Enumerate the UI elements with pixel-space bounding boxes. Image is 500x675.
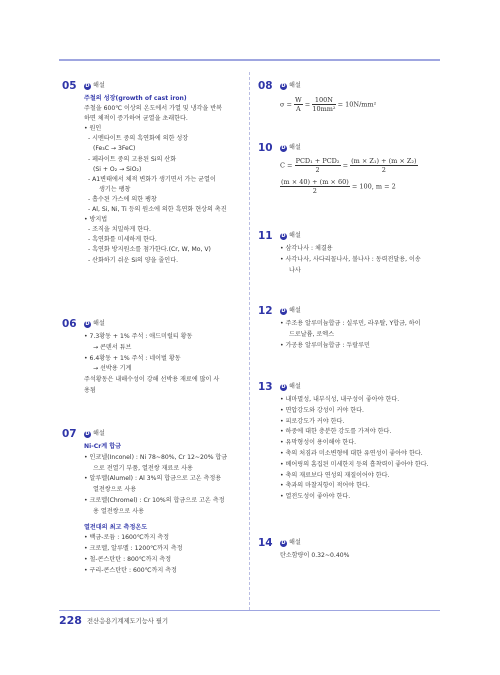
text-line: → 선박용 기계: [93, 365, 132, 373]
text-line: - 흡수된 가스에 의한 팽창: [88, 195, 157, 203]
text-line: • 삼각나사 : 체결용: [280, 245, 333, 252]
text-line: • 축의 처짐과 미소변형에 대한 유연성이 좋아야 한다.: [280, 449, 423, 457]
text-line: • 베어링의 흠집된 미세한지 등의 흡착력이 좋아야 한다.: [280, 460, 429, 468]
book-title: 전산응용기계제도기능사 필기: [86, 618, 169, 625]
text-line: • 6.4황동 + 1% 주석 : 네이벌 황동: [84, 354, 181, 362]
text-line: • 면압강도와 강성이 커야 한다.: [280, 406, 364, 414]
text-line: • 크로멜(Chromel) : Cr 10%의 합금으로 고온 측정: [84, 496, 225, 504]
explanation-badge-icon: D: [281, 539, 286, 546]
explanation-heading: 해설: [93, 429, 105, 437]
text-line: • 방지법: [84, 216, 108, 224]
question-number: 10: [258, 141, 273, 154]
answer-12: [258, 305, 440, 351]
text-line: - 페라이트 중의 고용된 Si의 산화: [88, 155, 177, 163]
explanation-heading: 해설: [289, 306, 301, 314]
denominator: 2: [315, 166, 320, 174]
explanation-heading: 해설: [289, 382, 301, 390]
numerator: (m × Z₁) + (m × Z₂): [351, 157, 417, 165]
question-number: 07: [62, 427, 77, 440]
text-line: • 크로멜, 알루멜 : 1200℃까지 측정: [84, 545, 183, 553]
explanation-badge-icon: D: [281, 232, 286, 239]
text-line: 주석황동은 내해수성이 강해 선박용 재료에 많이 사: [84, 376, 220, 384]
question-number: 11: [258, 229, 273, 242]
text-line: 탄소함량이 0.32~0.40%: [280, 552, 350, 559]
formula-term: =: [304, 100, 311, 109]
text-line: • 원인: [84, 125, 102, 133]
explanation-heading: 해설: [289, 231, 301, 239]
answer-08: [258, 80, 440, 113]
question-number: 08: [258, 79, 273, 92]
text-line: • 구리-콘스탄탄 : 600℃까지 측정: [84, 566, 177, 574]
answer-10: [258, 142, 440, 195]
text-line: - 흑연화 방지원소를 첨가한다.(Cr, W, Mo, V): [88, 246, 211, 254]
formula-term: C =: [280, 161, 293, 170]
text-line: 용됨: [84, 386, 96, 394]
numerator: 100N: [312, 96, 335, 105]
question-number: 13: [258, 380, 273, 393]
question-number: 06: [62, 317, 77, 330]
text-line: - 시멘타이트 중의 흑연화에 의한 성장: [88, 135, 189, 143]
formula-term: = 10N/mm²: [337, 100, 377, 109]
subheading: 열전대의 최고 측정온도: [84, 523, 148, 531]
text-line: - 산화하기 쉬운 Si의 양을 줄인다.: [88, 256, 179, 264]
text-line: 나사: [289, 266, 301, 274]
answer-06: [62, 318, 246, 397]
answer-07: [62, 428, 246, 577]
page-number: 228: [59, 614, 82, 627]
explanation-heading: 해설: [93, 319, 105, 327]
text-line: • 유막형성이 용이해야 한다.: [280, 439, 357, 447]
question-number: 14: [258, 536, 273, 549]
numerator: PCD₁ + PCD₂: [295, 157, 340, 165]
text-line: • 철-콘스탄탄 : 800℃까지 측정: [84, 555, 172, 563]
question-number: 12: [258, 304, 273, 317]
text-line: → 콘덴서 튜브: [93, 343, 132, 351]
text-line: • 열전도성이 좋아야 한다.: [280, 493, 351, 501]
explanation-badge-icon: D: [85, 82, 90, 89]
answer-13: [258, 381, 440, 503]
explanation-badge-icon: D: [281, 307, 286, 314]
text-line: • 주조용 알루미늄합금 : 실루민, 라우탈, Y합금, 하이: [280, 320, 421, 327]
column-divider: [249, 72, 251, 610]
text-line: • 가공용 알루미늄합금 : 두랄루민: [280, 341, 370, 349]
text-line: 드로날륨, 로엑스: [289, 330, 335, 338]
text-line: • 피로강도가 커야 한다.: [280, 417, 345, 425]
text-line: - 흑연화를 미세하게 한다.: [88, 236, 157, 244]
formula-term: σ =: [280, 100, 292, 109]
text-line: • 사각나사, 사다리꼴나사, 볼나사 : 동력전달용, 이송: [280, 255, 421, 263]
explanation-badge-icon: D: [85, 430, 90, 437]
distance-formula: [280, 157, 440, 195]
formula-term: =: [342, 161, 349, 170]
numerator: W: [295, 96, 302, 104]
text-line: - 조직을 치밀하게 한다.: [88, 226, 151, 234]
stress-formula: [280, 96, 440, 113]
text-line: 열전쌍으로 사용: [93, 486, 137, 494]
answer-14: [258, 537, 440, 562]
text-line: - A1변태에서 체적 변화가 생기면서 가는 균열이: [88, 175, 216, 183]
explanation-heading: 해설: [289, 538, 301, 546]
bottom-rule: [59, 610, 440, 611]
text-line: 하면 체적이 증가하여 균열을 초래한다.: [84, 115, 188, 123]
explanation-badge-icon: D: [281, 144, 286, 151]
subheading: 주철의 성장(growth of cast iron): [84, 95, 187, 102]
answer-05: [62, 80, 246, 266]
explanation-badge-icon: D: [85, 320, 90, 327]
numerator: (m × 40) + (m × 60): [281, 178, 349, 186]
text-line: 생기는 팽창: [99, 185, 131, 193]
text-line: • 내마멸성, 내부식성, 내구성이 좋아야 한다.: [280, 396, 400, 403]
text-line: 용 열전쌍으로 사용: [93, 507, 144, 515]
text-line: (Fe₃C → 3FeC): [93, 145, 136, 153]
denominator: 2: [381, 166, 386, 174]
text-line: 으로 전열기 부품, 열전쌍 재료로 사용: [93, 464, 193, 472]
text-line: • 축과의 마찰저항이 적어야 한다.: [280, 482, 370, 490]
text-line: • 축의 재료보다 연성의 재질이어야 한다.: [280, 471, 390, 479]
text-line: • 백금-로듐 : 1600℃까지 측정: [84, 534, 170, 542]
text-line: • 7.3황동 + 1% 주석 : 애드미럴티 황동: [84, 333, 193, 340]
question-number: 05: [62, 79, 77, 92]
text-line: - Al, Si, Ni, Ti 등의 원소에 의한 흑연화 현상의 촉진: [88, 206, 227, 214]
text-line: • 하중에 대한 충분한 강도를 가져야 한다.: [280, 428, 392, 436]
formula-term: = 100, m = 2: [351, 182, 396, 191]
text-line: • 인코넬(Inconel) : Ni 78~80%, Cr 12~20% 합금: [84, 453, 228, 461]
explanation-heading: 해설: [289, 143, 301, 151]
subheading: Ni-Cr계 합금: [84, 443, 121, 450]
text-line: 주철을 600℃ 이상의 온도에서 가열 및 냉각을 반복: [84, 105, 222, 113]
page-footer: [59, 614, 168, 627]
text-line: • 알루멜(Alumel) : Al 3%의 합금으로 고온 측정용: [84, 475, 222, 483]
explanation-badge-icon: D: [281, 383, 286, 390]
text-line: (Si + O₂ → SiO₂): [93, 165, 142, 173]
top-rule: [59, 59, 440, 61]
answer-11: [258, 230, 440, 276]
denominator: 2: [312, 187, 317, 195]
denominator: 10mm²: [312, 105, 336, 113]
denominator: A: [296, 105, 301, 113]
explanation-heading: 해설: [289, 81, 301, 89]
explanation-heading: 해설: [93, 81, 105, 89]
explanation-badge-icon: D: [281, 82, 286, 89]
